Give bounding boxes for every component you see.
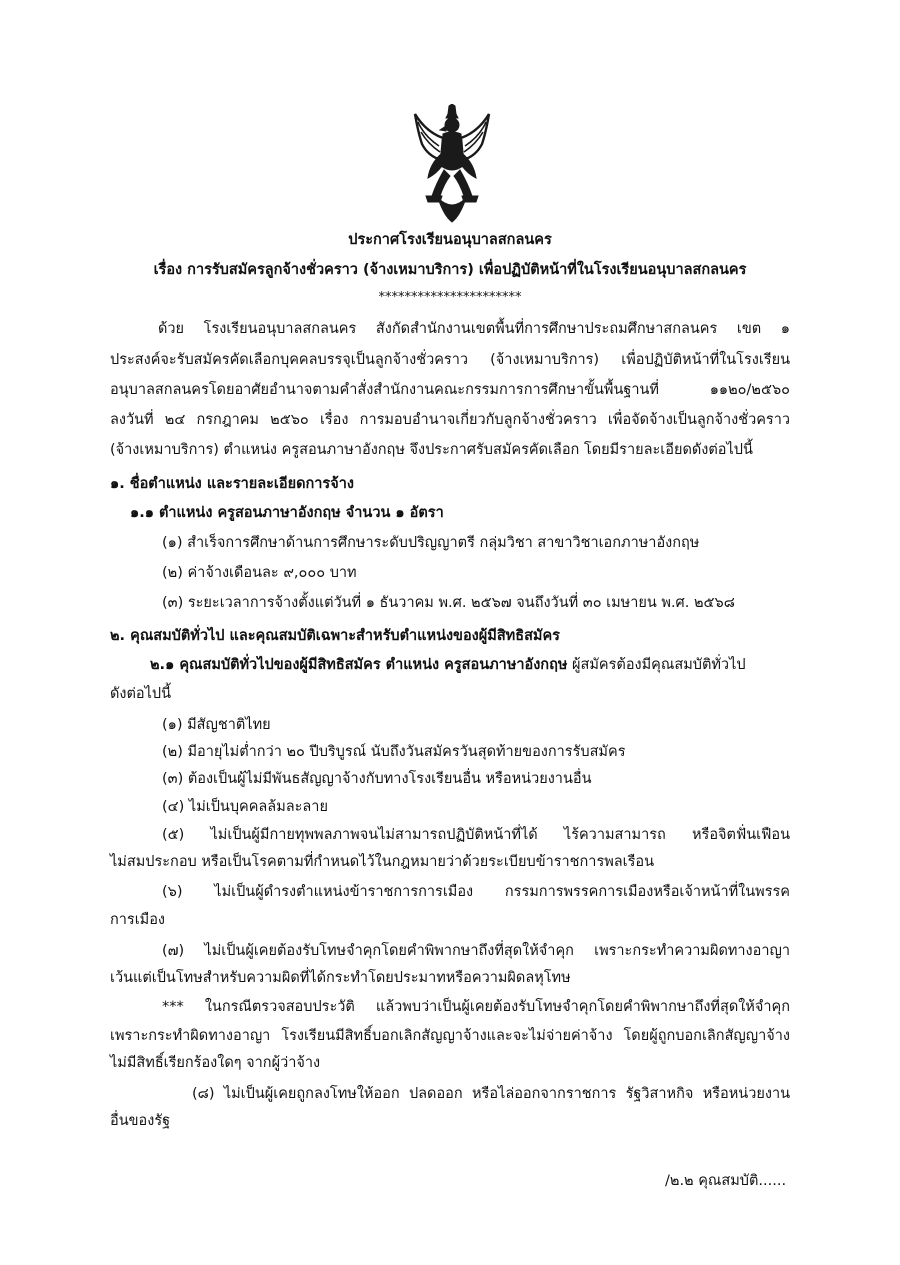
intro-line: (จ้างเหมาบริการ) ตำแหน่ง ครูสอนภาษาอังกฤษ จึงประกาศรับสมัครคัดเลือก โดยมีรายละเอียดดังต่อไปนี้	[110, 442, 753, 458]
intro-line: ประสงค์จะรับสมัครคัดเลือกบุคคลบรรจุเป็นลูกจ้างชั่วคราว (จ้างเหมาบริการ) เพื่อปฏิบัติหน้าที่ในโรงเรียน	[110, 352, 790, 368]
section-2-heading: ๒. คุณสมบัติทั่วไป และคุณสมบัติเฉพาะสำหรับตำแหน่งของผู้มีสิทธิสมัคร	[110, 628, 560, 644]
section-2-item-continuation: การเมือง	[110, 912, 166, 928]
section-1-item: (๒) ค่าจ้างเดือนละ ๙,๐๐๐ บาท	[162, 565, 357, 581]
section-2-item: (๑) มีสัญชาติไทย	[162, 717, 271, 733]
section-2-item: (๔) ไม่เป็นบุคคลล้มละลาย	[162, 799, 328, 815]
section-1-item: (๓) ระยะเวลาการจ้างตั้งแต่วันที่ ๑ ธันวาคม พ.ศ. ๒๕๖๗ จนถึงวันที่ ๓๐ เมษายน พ.ศ. ๒๕๖๘	[162, 595, 735, 611]
section-2-item: (๕) ไม่เป็นผู้มีกายทุพพลภาพจนไม่สามารถปฏิบัติหน้าที่ได้ ไร้ความสามารถ หรือจิตฟั่นเฟือน	[162, 827, 790, 843]
section-1-heading: ๑. ชื่อตำแหน่ง และรายละเอียดการจ้าง	[110, 476, 354, 492]
background-check-note: ไม่มีสิทธิ์เรียกร้องใดๆ จากผู้ว่าจ้าง	[110, 1055, 321, 1071]
section-1-1-heading: ๑.๑ ตำแหน่ง ครูสอนภาษาอังกฤษ จำนวน ๑ อัตรา	[130, 505, 444, 521]
intro-line: ลงวันที่ ๒๔ กรกฎาคม ๒๕๖๐ เรื่อง การมอบอำนาจเกี่ยวกับลูกจ้างชั่วคราว เพื่อจัดจ้างเป็นลูกจ้างชั่วคราว	[110, 412, 790, 428]
announcement-title: ประกาศโรงเรียนอนุบาลสกลนคร	[348, 232, 552, 248]
page-continuation-marker: /๒.๒ คุณสมบัติ......	[665, 1173, 787, 1189]
title-divider: **********************	[378, 290, 522, 305]
intro-line: อนุบาลสกลนครโดยอาศัยอำนาจตามคำสั่งสำนักงานคณะกรรมการการศึกษาขั้นพื้นฐานที่ ๑๑๒๐/๒๕๖๐	[110, 382, 790, 398]
section-2-item: (๓) ต้องเป็นผู้ไม่มีพันธสัญญาจ้างกับทางโรงเรียนอื่น หรือหน่วยงานอื่น	[162, 771, 592, 787]
section-2-1-continuation: ดังต่อไปนี้	[110, 686, 172, 702]
section-2-item-continuation: ไม่สมประกอบ หรือเป็นโรคตามที่กำหนดไว้ในกฎหมายว่าด้วยระเบียบข้าราชการพลเรือน	[110, 854, 655, 870]
section-2-item: (๗) ไม่เป็นผู้เคยต้องรับโทษจำคุกโดยคำพิพากษาถึงที่สุดให้จำคุก เพราะกระทำความผิดทางอาญา	[162, 943, 790, 959]
section-2-item-continuation: อื่นของรัฐ	[110, 1113, 171, 1129]
section-1-item: (๑) สำเร็จการศึกษาด้านการศึกษาระดับปริญญาตรี กลุ่มวิชา สาขาวิชาเอกภาษาอังกฤษ	[162, 535, 700, 551]
section-2-item-continuation: เว้นแต่เป็นโทษสำหรับความผิดที่ได้กระทำโดยประมาทหรือความผิดลหุโทษ	[110, 970, 571, 986]
section-2-1-heading	[150, 654, 746, 676]
intro-line: ด้วย โรงเรียนอนุบาลสกลนคร สังกัดสำนักงานเขตพื้นที่การศึกษาประถมศึกษาสกลนคร เขต ๑	[158, 321, 790, 337]
section-2-item: (๒) มีอายุไม่ต่ำกว่า ๒๐ ปีบริบูรณ์ นับถึงวันสมัครวันสุดท้ายของการรับสมัคร	[162, 744, 626, 760]
background-check-note: *** ในกรณีตรวจสอบประวัติ แล้วพบว่าเป็นผู้เคยต้องรับโทษจำคุกโดยคำพิพากษาถึงที่สุดให้จำคุก	[162, 999, 790, 1015]
background-check-note: เพราะกระทำผิดทางอาญา โรงเรียนมีสิทธิ์บอกเลิกสัญญาจ้างและจะไม่จ่ายค่าจ้าง โดยผู้ถูกบอกเลิกสัญญาจ้าง	[110, 1028, 790, 1044]
section-2-1-rest: ผู้สมัครต้องมีคุณสมบัติทั่วไป	[567, 657, 746, 673]
announcement-subject: เรื่อง การรับสมัครลูกจ้างชั่วคราว (จ้างเหมาบริการ) เพื่อปฏิบัติหน้าที่ในโรงเรียนอนุบาลสกลนคร	[153, 262, 747, 278]
garuda-emblem-icon	[412, 104, 492, 224]
section-2-1-bold: ๒.๑ คุณสมบัติทั่วไปของผู้มีสิทธิสมัคร ตำแหน่ง ครูสอนภาษาอังกฤษ	[150, 657, 568, 673]
section-2-item: (๘) ไม่เป็นผู้เคยถูกลงโทษให้ออก ปลดออก หรือไล่ออกจากราชการ รัฐวิสาหกิจ หรือหน่วยงาน	[192, 1086, 790, 1102]
section-2-item: (๖) ไม่เป็นผู้ดำรงตำแหน่งข้าราชการการเมือง กรรมการพรรคการเมืองหรือเจ้าหน้าที่ในพรรค	[162, 884, 790, 900]
